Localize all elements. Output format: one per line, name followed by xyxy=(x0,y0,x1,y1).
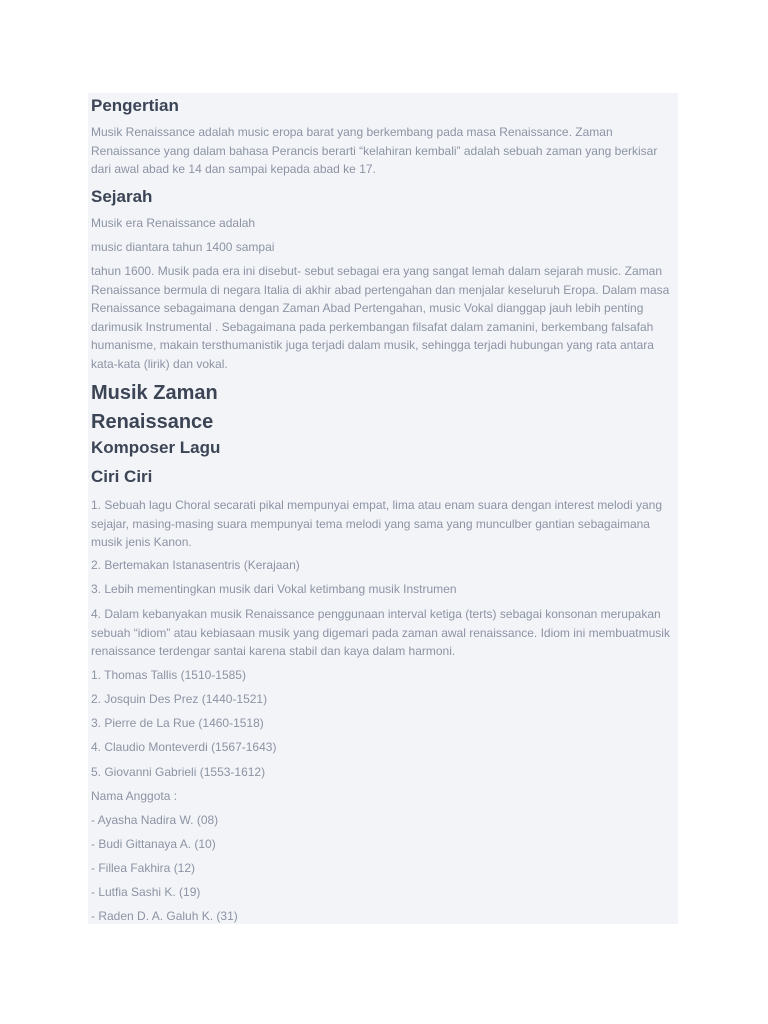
sejarah-paragraph-2: music diantara tahun 1400 sampai xyxy=(91,240,275,254)
member-item-3: - Fillea Fakhira (12) xyxy=(91,861,196,875)
heading-musik-zaman-line1: Musik Zaman xyxy=(91,382,218,404)
heading-komposer-lagu: Komposer Lagu xyxy=(91,438,221,457)
heading-ciri-ciri: Ciri Ciri xyxy=(91,467,153,486)
ciri-item-3: 3. Lebih mementingkan musik dari Vokal ketimbang musik Instrumen xyxy=(91,582,457,596)
ciri-item-2: 2. Bertemakan Istanasentris (Kerajaan) xyxy=(91,558,300,572)
composer-item-2: 2. Josquin Des Prez (1440-1521) xyxy=(91,692,268,706)
heading-sejarah: Sejarah xyxy=(91,187,153,206)
member-item-5: - Raden D. A. Galuh K. (31) xyxy=(91,909,238,923)
pengertian-paragraph: Musik Renaissance adalah music eropa barat yang berkembang pada masa Renaissance. Zaman Renaissance yang dalam bahasa Perancis berarti “kelahiran kembali” adalah sebuah zaman yang berkisar dari awal abad ke 14 dan sampai kepada abad ke 17. xyxy=(91,125,658,176)
ciri-item-4: 4. Dalam kebanyakan musik Renaissance penggunaan interval ketiga (terts) sebagai konsonan merupakan sebuah “idiom” atau kebiasaan musik yang digemari pada zaman awal renaissance. Idiom ini membuatmusik renaissance terdengar santai karena stabil dan kaya dalam harmoni. xyxy=(91,607,670,658)
member-item-4: - Lutfia Sashi K. (19) xyxy=(91,885,201,899)
members-label: Nama Anggota : xyxy=(91,789,178,803)
sejarah-paragraph-1: Musik era Renaissance adalah xyxy=(91,216,256,230)
member-item-2: - Budi Gittanaya A. (10) xyxy=(91,837,216,851)
sejarah-paragraph-3: tahun 1600. Musik pada era ini disebut- sebut sebagai era yang sangat lemah dalam sejarah music. Zaman Renaissance bermula di negara Italia di akhir abad pertengahan dan menjalar keseluruh Eropa. Dalam masa Renaissance sebagaimana dengan Zaman Abad Pertengahan, music Vokal dianggap jauh lebih penting darimusik Instrumental . Sebagaimana pada perkembangan filsafat dalam zamanini, berkembang falsafah humanisme, makain tersthumanistik juga terjadi dalam musik, sehingga terjadi hubungan yang rata antara kata-kata (lirik) dan vokal. xyxy=(91,264,670,371)
heading-musik-zaman-line2: Renaissance xyxy=(91,411,214,433)
member-item-1: - Ayasha Nadira W. (08) xyxy=(91,813,219,827)
heading-pengertian: Pengertian xyxy=(91,96,179,115)
composer-item-3: 3. Pierre de La Rue (1460-1518) xyxy=(91,716,264,730)
composer-item-4: 4. Claudio Monteverdi (1567-1643) xyxy=(91,740,277,754)
composer-item-1: 1. Thomas Tallis (1510-1585) xyxy=(91,668,246,682)
ciri-item-1: 1. Sebuah lagu Choral secarati pikal mempunyai empat, lima atau enam suara dengan interest melodi yang sejajar, masing-masing suara mempunyai tema melodi yang sama yang munculber gantian sebagaimana musik jenis Kanon. xyxy=(91,498,662,549)
composer-item-5: 5. Giovanni Gabrieli (1553-1612) xyxy=(91,765,266,779)
